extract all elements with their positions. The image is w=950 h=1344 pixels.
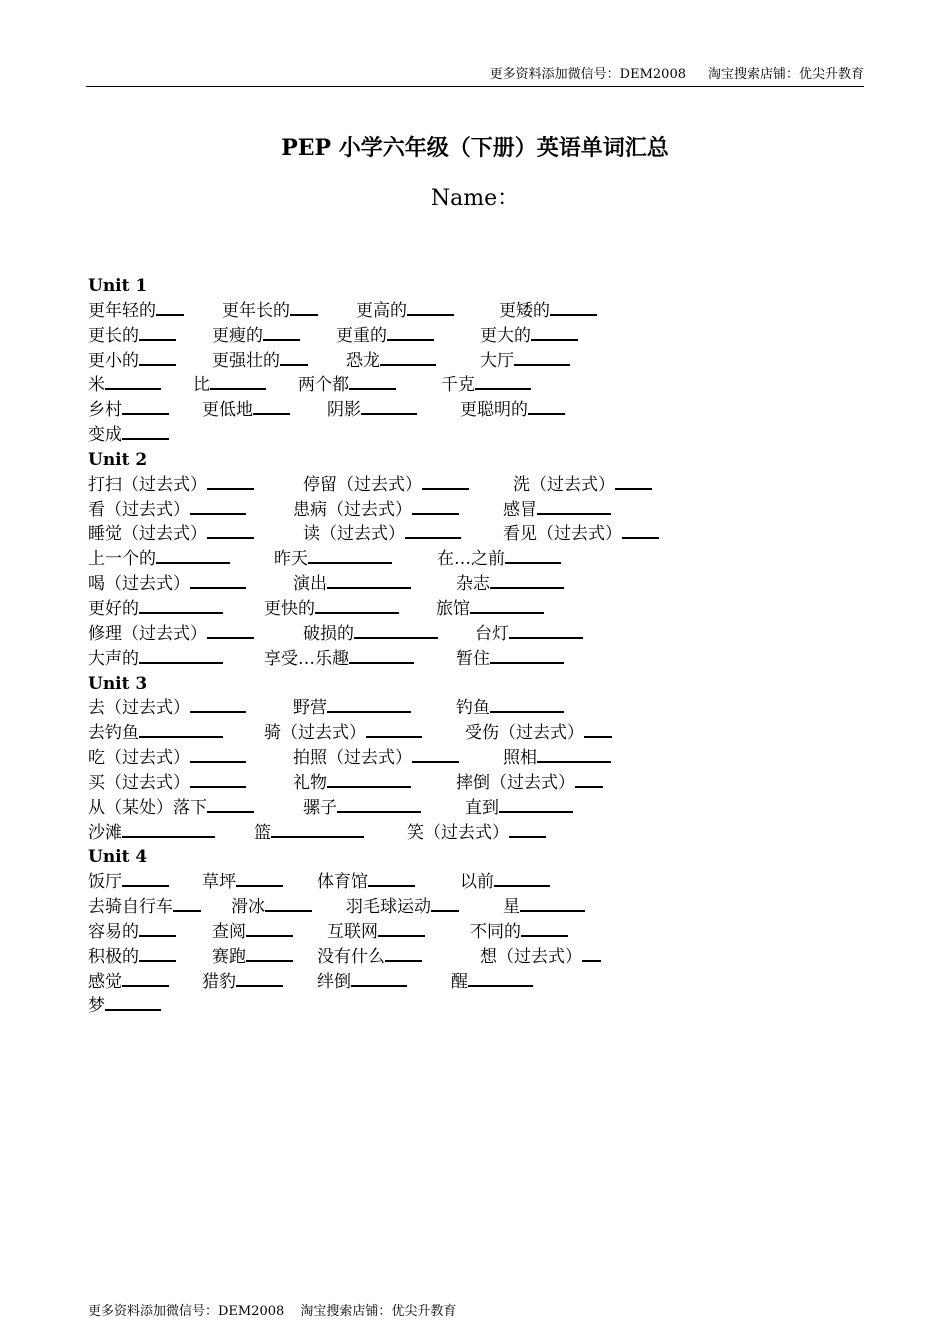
word-entry bbox=[303, 522, 461, 547]
answer-blank[interactable] bbox=[190, 746, 246, 763]
word-entry bbox=[88, 796, 254, 821]
word-prompt: 暂住 bbox=[456, 648, 490, 669]
unit-heading: Unit 4 bbox=[88, 847, 148, 868]
word-prompt: 钓鱼 bbox=[456, 698, 490, 719]
word-entry bbox=[88, 597, 223, 622]
word-prompt: 更瘦的 bbox=[212, 325, 263, 346]
word-entry bbox=[470, 920, 568, 945]
word-prompt: 患病（过去式） bbox=[293, 499, 412, 520]
word-entry bbox=[436, 597, 544, 622]
word-entry bbox=[88, 547, 230, 572]
answer-blank[interactable] bbox=[122, 423, 169, 440]
answer-blank[interactable] bbox=[139, 597, 223, 614]
word-entry bbox=[456, 647, 564, 672]
word-prompt: 星 bbox=[503, 897, 520, 918]
word-row bbox=[88, 398, 858, 423]
word-prompt: 猎豹 bbox=[202, 971, 236, 992]
word-entry bbox=[317, 970, 407, 995]
word-prompt: 更快的 bbox=[264, 598, 315, 619]
word-entry bbox=[456, 572, 564, 597]
answer-blank[interactable] bbox=[380, 349, 436, 366]
word-prompt: 更聪明的 bbox=[460, 400, 528, 421]
word-entry bbox=[88, 349, 176, 374]
answer-blank[interactable] bbox=[207, 522, 254, 539]
answer-blank[interactable] bbox=[349, 373, 396, 390]
word-entry bbox=[317, 870, 415, 895]
answer-blank[interactable] bbox=[520, 895, 585, 912]
word-prompt: 礼物 bbox=[293, 772, 327, 793]
word-row bbox=[88, 721, 858, 746]
word-prompt: 比 bbox=[193, 375, 210, 396]
word-entry bbox=[88, 920, 176, 945]
word-entry bbox=[88, 647, 223, 672]
answer-blank[interactable] bbox=[210, 373, 266, 390]
word-prompt: 享受…乐趣 bbox=[264, 648, 349, 669]
word-entry bbox=[441, 373, 531, 398]
word-row bbox=[88, 622, 858, 647]
answer-blank[interactable] bbox=[537, 746, 611, 763]
answer-blank[interactable] bbox=[368, 870, 415, 887]
word-entry bbox=[88, 324, 176, 349]
answer-blank[interactable] bbox=[263, 324, 300, 341]
answer-blank[interactable] bbox=[139, 647, 223, 664]
word-prompt: 绊倒 bbox=[317, 971, 351, 992]
answer-blank[interactable] bbox=[521, 920, 568, 937]
answer-blank[interactable] bbox=[207, 622, 254, 639]
word-prompt: 在…之前 bbox=[437, 549, 505, 570]
word-prompt: 想（过去式） bbox=[480, 946, 582, 967]
answer-blank[interactable] bbox=[387, 324, 434, 341]
word-entry bbox=[231, 895, 312, 920]
word-entry bbox=[254, 821, 364, 846]
word-prompt: 滑冰 bbox=[231, 897, 265, 918]
word-entry bbox=[480, 324, 578, 349]
answer-blank[interactable] bbox=[412, 746, 459, 763]
answer-blank[interactable] bbox=[139, 349, 176, 366]
page-title: PEP 小学六年级（下册）英语单词汇总 bbox=[281, 135, 669, 161]
word-entry bbox=[88, 299, 184, 324]
answer-blank[interactable] bbox=[361, 398, 417, 415]
answer-blank[interactable] bbox=[385, 945, 422, 962]
footer-wechat-note: 更多资料添加微信号：DEM2008 bbox=[88, 1304, 285, 1319]
word-entry bbox=[475, 622, 583, 647]
word-prompt: 吃（过去式） bbox=[88, 748, 190, 769]
answer-blank[interactable] bbox=[139, 920, 176, 937]
word-prompt: 喝（过去式） bbox=[88, 574, 190, 595]
word-row bbox=[88, 746, 858, 771]
answer-blank[interactable] bbox=[139, 324, 176, 341]
word-prompt: 更重的 bbox=[336, 325, 387, 346]
word-entry bbox=[88, 746, 246, 771]
word-prompt: 更小的 bbox=[88, 350, 139, 371]
word-prompt: 饭厅 bbox=[88, 872, 122, 893]
word-prompt: 演出 bbox=[293, 574, 327, 595]
word-prompt: 更好的 bbox=[88, 598, 139, 619]
answer-blank[interactable] bbox=[505, 547, 561, 564]
word-entry bbox=[456, 696, 564, 721]
word-prompt: 台灯 bbox=[475, 623, 509, 644]
word-prompt: 更强壮的 bbox=[212, 350, 280, 371]
word-row bbox=[88, 423, 858, 448]
answer-blank[interactable] bbox=[531, 324, 578, 341]
word-row bbox=[88, 324, 858, 349]
word-prompt: 感觉 bbox=[88, 971, 122, 992]
page-header bbox=[86, 66, 864, 84]
word-entry bbox=[293, 696, 411, 721]
word-entry bbox=[88, 771, 246, 796]
header-divider bbox=[86, 86, 864, 87]
answer-blank[interactable] bbox=[468, 970, 533, 987]
word-row bbox=[88, 696, 858, 721]
header-wechat-note: 更多资料添加微信号：DEM2008 bbox=[489, 67, 686, 82]
answer-blank[interactable] bbox=[122, 970, 169, 987]
word-prompt: 骑（过去式） bbox=[264, 723, 366, 744]
word-entry bbox=[460, 398, 565, 423]
answer-blank[interactable] bbox=[351, 970, 407, 987]
answer-blank[interactable] bbox=[139, 721, 223, 738]
word-prompt: 没有什么 bbox=[317, 946, 385, 967]
word-entry bbox=[88, 522, 254, 547]
word-entry bbox=[274, 547, 392, 572]
word-row bbox=[88, 498, 858, 523]
word-prompt: 积极的 bbox=[88, 946, 139, 967]
word-row bbox=[88, 920, 858, 945]
word-prompt: 互联网 bbox=[327, 921, 378, 942]
word-entry bbox=[202, 398, 290, 423]
word-entry bbox=[465, 796, 573, 821]
word-row bbox=[88, 522, 858, 547]
answer-blank[interactable] bbox=[190, 771, 246, 788]
word-row bbox=[88, 547, 858, 572]
word-entry bbox=[298, 373, 396, 398]
answer-blank[interactable] bbox=[122, 821, 215, 838]
word-entry bbox=[317, 945, 422, 970]
word-entry bbox=[437, 547, 561, 572]
word-prompt: 杂志 bbox=[456, 574, 490, 595]
word-prompt: 恐龙 bbox=[346, 350, 380, 371]
word-entry bbox=[465, 721, 612, 746]
word-entry bbox=[346, 895, 459, 920]
page-footer bbox=[88, 1303, 456, 1321]
answer-blank[interactable] bbox=[490, 572, 564, 589]
word-entry bbox=[212, 349, 308, 374]
answer-blank[interactable] bbox=[337, 796, 421, 813]
word-prompt: 去（过去式） bbox=[88, 698, 190, 719]
name-field-label: Name： bbox=[430, 186, 520, 211]
word-row bbox=[88, 572, 858, 597]
word-prompt: 昨天 bbox=[274, 549, 308, 570]
answer-blank[interactable] bbox=[265, 895, 312, 912]
word-entry bbox=[212, 920, 293, 945]
word-entry bbox=[212, 945, 293, 970]
word-prompt: 更矮的 bbox=[499, 300, 550, 321]
word-row bbox=[88, 299, 858, 324]
word-prompt: 更年长的 bbox=[222, 300, 290, 321]
answer-blank[interactable] bbox=[366, 721, 422, 738]
word-prompt: 打扫（过去式） bbox=[88, 474, 207, 495]
unit-heading: Unit 3 bbox=[88, 673, 148, 694]
word-entry bbox=[202, 970, 283, 995]
answer-blank[interactable] bbox=[139, 945, 176, 962]
word-entry bbox=[264, 597, 399, 622]
answer-blank[interactable] bbox=[622, 522, 659, 539]
word-entry bbox=[293, 746, 459, 771]
word-entry bbox=[456, 771, 603, 796]
answer-blank[interactable] bbox=[615, 473, 652, 490]
word-entry bbox=[451, 970, 533, 995]
answer-blank[interactable] bbox=[490, 696, 564, 713]
word-prompt: 去骑自行车 bbox=[88, 897, 173, 918]
word-prompt: 草坪 bbox=[202, 872, 236, 893]
word-entry bbox=[503, 522, 659, 547]
word-prompt: 篮 bbox=[254, 822, 271, 843]
word-row bbox=[88, 994, 858, 1019]
answer-blank[interactable] bbox=[584, 721, 612, 738]
word-prompt: 乡村 bbox=[88, 400, 122, 421]
word-prompt: 拍照（过去式） bbox=[293, 748, 412, 769]
word-row bbox=[88, 945, 858, 970]
word-prompt: 摔倒（过去式） bbox=[456, 772, 575, 793]
word-prompt: 赛跑 bbox=[212, 946, 246, 967]
word-prompt: 停留（过去式） bbox=[303, 474, 422, 495]
answer-blank[interactable] bbox=[246, 920, 293, 937]
answer-blank[interactable] bbox=[422, 473, 469, 490]
answer-blank[interactable] bbox=[327, 696, 411, 713]
answer-blank[interactable] bbox=[537, 498, 611, 515]
answer-blank[interactable] bbox=[470, 597, 544, 614]
word-prompt: 笑（过去式） bbox=[407, 822, 509, 843]
answer-blank[interactable] bbox=[173, 895, 201, 912]
word-prompt: 不同的 bbox=[470, 921, 521, 942]
word-entry bbox=[88, 895, 201, 920]
word-entry bbox=[88, 473, 254, 498]
word-row bbox=[88, 597, 858, 622]
word-entry bbox=[293, 498, 459, 523]
answer-blank[interactable] bbox=[156, 547, 230, 564]
word-prompt: 羽毛球运动 bbox=[346, 897, 431, 918]
word-prompt: 米 bbox=[88, 375, 105, 396]
word-entry bbox=[460, 870, 550, 895]
word-entry bbox=[88, 696, 246, 721]
word-entry bbox=[303, 622, 438, 647]
word-row bbox=[88, 821, 858, 846]
word-prompt: 容易的 bbox=[88, 921, 139, 942]
unit-heading: Unit 1 bbox=[88, 276, 148, 296]
word-row bbox=[88, 895, 858, 920]
word-list bbox=[88, 274, 858, 1019]
answer-blank[interactable] bbox=[105, 373, 161, 390]
word-entry bbox=[264, 721, 422, 746]
word-entry bbox=[503, 895, 585, 920]
word-entry bbox=[480, 945, 601, 970]
word-prompt: 千克 bbox=[441, 375, 475, 396]
answer-blank[interactable] bbox=[407, 299, 454, 316]
word-entry bbox=[480, 349, 570, 374]
word-prompt: 洗（过去式） bbox=[513, 474, 615, 495]
answer-blank[interactable] bbox=[349, 647, 414, 664]
word-prompt: 去钓鱼 bbox=[88, 723, 139, 744]
answer-blank[interactable] bbox=[582, 945, 601, 962]
word-prompt: 沙滩 bbox=[88, 822, 122, 843]
answer-blank[interactable] bbox=[327, 572, 411, 589]
word-prompt: 直到 bbox=[465, 797, 499, 818]
answer-blank[interactable] bbox=[280, 349, 308, 366]
answer-blank[interactable] bbox=[575, 771, 603, 788]
word-entry bbox=[88, 423, 169, 448]
word-entry bbox=[503, 498, 611, 523]
answer-blank[interactable] bbox=[431, 895, 459, 912]
answer-blank[interactable] bbox=[156, 299, 184, 316]
word-prompt: 大厅 bbox=[480, 350, 514, 371]
word-row bbox=[88, 970, 858, 995]
word-prompt: 修理（过去式） bbox=[88, 623, 207, 644]
answer-blank[interactable] bbox=[494, 870, 550, 887]
word-row bbox=[88, 349, 858, 374]
word-entry bbox=[346, 349, 436, 374]
word-prompt: 看见（过去式） bbox=[503, 524, 622, 545]
answer-blank[interactable] bbox=[271, 821, 364, 838]
word-prompt: 大声的 bbox=[88, 648, 139, 669]
answer-blank[interactable] bbox=[550, 299, 597, 316]
word-row bbox=[88, 647, 858, 672]
word-prompt: 感冒 bbox=[503, 499, 537, 520]
word-prompt: 更大的 bbox=[480, 325, 531, 346]
answer-blank[interactable] bbox=[412, 498, 459, 515]
answer-blank[interactable] bbox=[246, 945, 293, 962]
word-entry bbox=[327, 398, 417, 423]
answer-blank[interactable] bbox=[528, 398, 565, 415]
answer-blank[interactable] bbox=[207, 796, 254, 813]
answer-blank[interactable] bbox=[509, 821, 546, 838]
answer-blank[interactable] bbox=[105, 994, 161, 1011]
answer-blank[interactable] bbox=[207, 473, 254, 490]
word-entry bbox=[88, 721, 223, 746]
word-entry bbox=[356, 299, 454, 324]
word-prompt: 旅馆 bbox=[436, 598, 470, 619]
word-entry bbox=[88, 994, 161, 1019]
word-prompt: 看（过去式） bbox=[88, 499, 190, 520]
word-entry bbox=[499, 299, 597, 324]
word-entry bbox=[303, 473, 469, 498]
answer-blank[interactable] bbox=[122, 398, 169, 415]
answer-blank[interactable] bbox=[327, 771, 411, 788]
word-prompt: 上一个的 bbox=[88, 549, 156, 570]
word-entry bbox=[88, 398, 169, 423]
word-prompt: 查阅 bbox=[212, 921, 246, 942]
word-prompt: 买（过去式） bbox=[88, 772, 190, 793]
word-entry bbox=[293, 771, 411, 796]
word-entry bbox=[88, 572, 246, 597]
answer-blank[interactable] bbox=[290, 299, 318, 316]
word-row bbox=[88, 373, 858, 398]
word-entry bbox=[88, 970, 169, 995]
answer-blank[interactable] bbox=[315, 597, 399, 614]
word-prompt: 从（某处）落下 bbox=[88, 797, 207, 818]
word-entry bbox=[327, 920, 425, 945]
word-entry bbox=[193, 373, 266, 398]
word-prompt: 更年轻的 bbox=[88, 300, 156, 321]
unit-heading: Unit 2 bbox=[88, 449, 148, 470]
answer-blank[interactable] bbox=[514, 349, 570, 366]
word-prompt: 骡子 bbox=[303, 797, 337, 818]
answer-blank[interactable] bbox=[236, 870, 283, 887]
word-entry bbox=[88, 821, 215, 846]
word-row bbox=[88, 473, 858, 498]
word-prompt: 变成 bbox=[88, 425, 122, 446]
answer-blank[interactable] bbox=[253, 398, 290, 415]
word-prompt: 更低地 bbox=[202, 400, 253, 421]
word-entry bbox=[264, 647, 414, 672]
word-entry bbox=[222, 299, 318, 324]
word-row bbox=[88, 771, 858, 796]
answer-blank[interactable] bbox=[236, 970, 283, 987]
answer-blank[interactable] bbox=[475, 373, 531, 390]
answer-blank[interactable] bbox=[308, 547, 392, 564]
answer-blank[interactable] bbox=[190, 696, 246, 713]
answer-blank[interactable] bbox=[509, 622, 583, 639]
answer-blank[interactable] bbox=[354, 622, 438, 639]
word-prompt: 体育馆 bbox=[317, 872, 368, 893]
word-row bbox=[88, 870, 858, 895]
word-entry bbox=[88, 870, 169, 895]
word-prompt: 梦 bbox=[88, 996, 105, 1017]
word-entry bbox=[88, 945, 176, 970]
header-shop-note: 淘宝搜索店铺：优尖升教育 bbox=[707, 67, 864, 82]
word-row bbox=[88, 796, 858, 821]
word-prompt: 睡觉（过去式） bbox=[88, 524, 207, 545]
word-entry bbox=[303, 796, 421, 821]
word-prompt: 以前 bbox=[460, 872, 494, 893]
word-prompt: 破损的 bbox=[303, 623, 354, 644]
word-prompt: 照相 bbox=[503, 748, 537, 769]
word-entry bbox=[212, 324, 300, 349]
answer-blank[interactable] bbox=[490, 647, 564, 664]
word-prompt: 阴影 bbox=[327, 400, 361, 421]
answer-blank[interactable] bbox=[499, 796, 573, 813]
answer-blank[interactable] bbox=[190, 498, 246, 515]
word-entry bbox=[503, 746, 611, 771]
word-entry bbox=[293, 572, 411, 597]
word-entry bbox=[88, 622, 254, 647]
word-entry bbox=[202, 870, 283, 895]
answer-blank[interactable] bbox=[378, 920, 425, 937]
word-entry bbox=[88, 373, 161, 398]
word-entry bbox=[336, 324, 434, 349]
answer-blank[interactable] bbox=[122, 870, 169, 887]
word-prompt: 更长的 bbox=[88, 325, 139, 346]
word-prompt: 更高的 bbox=[356, 300, 407, 321]
word-entry bbox=[407, 821, 546, 846]
word-prompt: 野营 bbox=[293, 698, 327, 719]
word-prompt: 两个都 bbox=[298, 375, 349, 396]
word-prompt: 醒 bbox=[451, 971, 468, 992]
word-prompt: 读（过去式） bbox=[303, 524, 405, 545]
footer-shop-note: 淘宝搜索店铺：优尖升教育 bbox=[300, 1304, 457, 1319]
answer-blank[interactable] bbox=[405, 522, 461, 539]
word-entry bbox=[513, 473, 652, 498]
answer-blank[interactable] bbox=[190, 572, 246, 589]
word-prompt: 受伤（过去式） bbox=[465, 723, 584, 744]
word-entry bbox=[88, 498, 246, 523]
